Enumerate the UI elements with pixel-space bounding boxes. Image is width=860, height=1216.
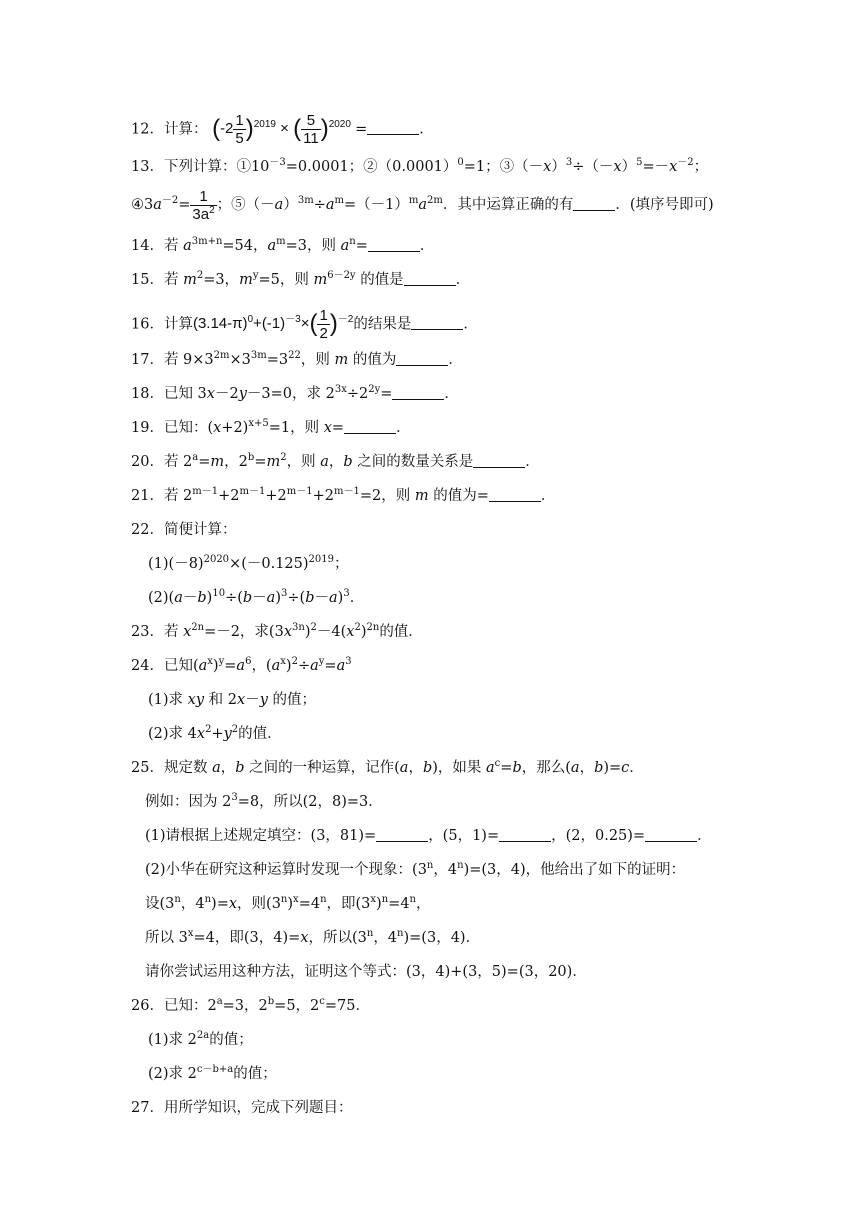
answer-blank[interactable] [404, 285, 456, 286]
answer-blank[interactable] [396, 365, 448, 366]
question-26-part-2: (2)求 $2^{c-b+a}$的值； [148, 1064, 277, 1082]
answer-blank[interactable] [367, 134, 419, 135]
question-20: 20．若 $2^a=m$，$2^b=m^2$，则 a，b 之间的数量关系是 ． [131, 452, 540, 470]
question-17: 17．若 $9\times 3^{2m}\times 3^{3m}=3^{22}$，则 m 的值为 ． [131, 350, 463, 368]
question-12: 12．计算： (-2 $\frac{1}{5}$ )$^{2019}$ × ( $\frac{5}{11}$ )$^{2020}$ = ． [131, 112, 434, 147]
answer-blank[interactable] [499, 841, 551, 842]
answer-blank[interactable] [411, 329, 463, 330]
answer-blank[interactable] [376, 841, 428, 842]
question-27: 27．用所学知识，完成下列题目： [131, 1100, 353, 1116]
question-23: 23．若 $x^{2n}=-2$，求$(3x^{3n})^2-4(x^2)^{2n}$的值． [131, 622, 423, 640]
answer-blank[interactable] [368, 251, 420, 252]
question-24: 24．已知$(a^x)^y=a^6$，$(a^x)^2\div a^y=a^3$ [131, 656, 352, 674]
answer-blank[interactable] [344, 433, 396, 434]
question-22-part-2: $(2)(a-b)^{10}\div(b-a)^3\div(b-a)^3$． [148, 588, 365, 606]
question-13-cont: $④3a^{-2}=$ $\frac{1}{3a^2}$ ；$⑤(-a)^{3m}\div a^m=(-1)^ma^{2m}$．其中运算正确的有 ．(填序号即可) [131, 187, 714, 223]
question-18: 18．已知 3x－2y－3=0，求 $2^{3x}\div 2^{2y}=$ ． [131, 384, 459, 402]
question-26-part-1: (1)求 $2^{2a}$的值； [148, 1030, 253, 1048]
question-16: 16．计算$(3.14-\pi)^0+(-1)^{-3}\times$( $\frac{1}{2}$ )$^{-2}$的结果是 ． [131, 307, 478, 342]
question-25-part-2: (2)小华在研究这种运算时发现一个现象：(3$^n$，$4^n)=(3$，4)，他给出了如下的证明： [145, 860, 686, 878]
question-19: 19．已知：$(x+2)^{x+5}=1$，则 x= ． [131, 418, 411, 436]
question-14: 14．若 $a^{3m+n}=54$，$a^m=3$，则 $a^n=$ ． [131, 236, 435, 254]
question-25-proof-3: 请你尝试运用这种方法，证明这个等式：(3，4)+(3，5)=(3，20)． [145, 964, 587, 980]
answer-blank[interactable] [573, 210, 615, 211]
question-25-proof-1: 设(3$^n$，$4^n)=x$，则$(3^n)^x=4^n$，即$(3^x)^n=4^n$， [145, 894, 431, 912]
question-15: 15．若 $m^2=3$，$m^y=5$，则 $m^{6-2y}$ 的值是 ． [131, 270, 471, 288]
question-21: 21．若 $2^{m-1}+2^{m-1}+2^{m-1}+2^{m-1}=2$，则 m 的值为= ． [131, 486, 556, 504]
answer-blank[interactable] [489, 501, 541, 502]
question-13: 13．下列计算：$①10^{-3}=0.0001$；$②(0.0001)^0=1$；$③(-x)^3\div(-x)^5=-x^{-2}$； [131, 157, 709, 175]
q12-expression: (-2 $\frac{1}{5}$ )$^{2019}$ × ( $\frac{5}{11}$ )$^{2020}$ [212, 112, 351, 147]
question-25-example: 例如：因为 $2^3=8$，所以(2，8)=3． [145, 792, 383, 810]
question-25-proof-2: 所以 $3^x=4$，即(3，4)=x，所以(3$^n$，$4^n)=(3$，4)． [145, 928, 481, 946]
question-22: 22．简便计算： [131, 522, 237, 538]
question-25-part-1: (1)请根据上述规定填空：(3，81)= ，(5，1)= ，(2，0.25)= ． [145, 828, 712, 844]
question-25: 25．规定数 a，b 之间的一种运算，记作(a，b)，如果 $a^c=b$，那么(a，b)=c． [131, 758, 644, 776]
question-24-part-2: (2)求 $4x^2+y^2$的值． [148, 724, 282, 742]
question-22-part-1: $(1)(-8)^{2020}\times(-0.125)^{2019}$； [148, 554, 349, 572]
answer-blank[interactable] [392, 399, 444, 400]
question-24-part-1: (1)求 xy 和 2x－y 的值； [148, 692, 316, 708]
question-26: 26．已知：$2^a=3$，$2^b=5$，$2^c=75$． [131, 996, 370, 1014]
answer-blank[interactable] [473, 467, 525, 468]
answer-blank[interactable] [645, 841, 697, 842]
